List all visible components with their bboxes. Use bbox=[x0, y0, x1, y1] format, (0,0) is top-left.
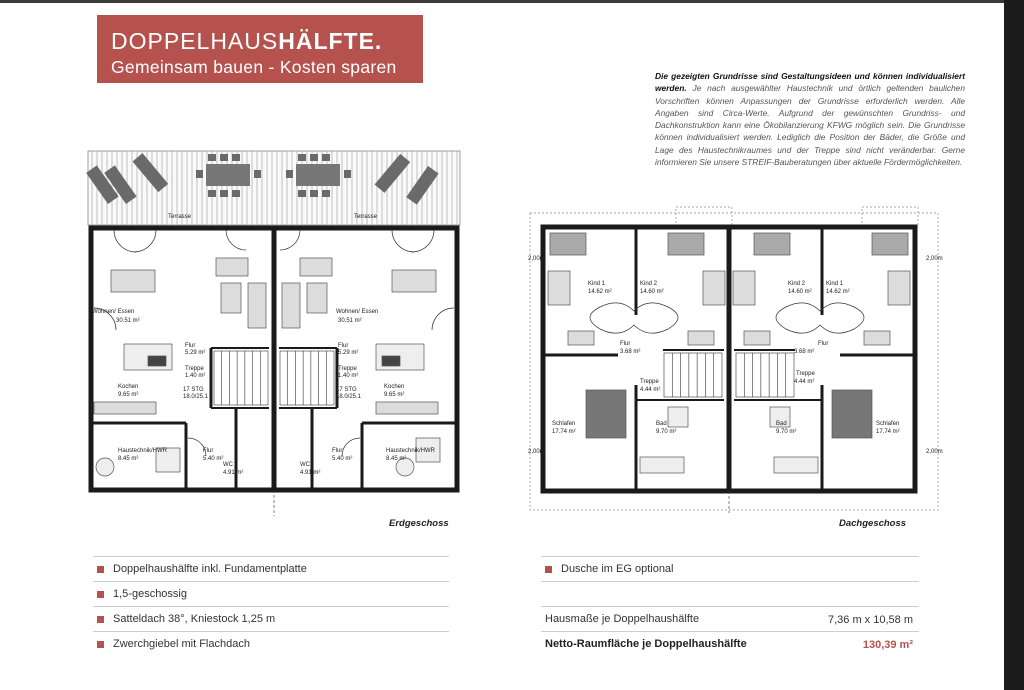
area-flur2-left: 5.40 m² bbox=[203, 456, 224, 462]
area-value: 130,39 m² bbox=[862, 639, 913, 651]
area-bad-right: 9.70 m² bbox=[776, 429, 797, 435]
label-kind2-right: Kind 2 bbox=[788, 281, 806, 287]
feature-text: 1,5-geschossig bbox=[113, 588, 187, 600]
intro-bold: Die gezeigten Grundrisse sind Gestaltungsideen und können individualisiert werden. bbox=[655, 71, 965, 94]
eg-labels bbox=[92, 309, 436, 476]
area-treppe-dg-left: 4.44 m² bbox=[640, 387, 661, 393]
area-treppe-dg-right: 4.44 m² bbox=[794, 379, 815, 385]
features-right bbox=[541, 556, 919, 656]
label-schlafen-right: Schlafen bbox=[876, 421, 900, 427]
label-treppe-dg-right: Treppe bbox=[796, 371, 815, 377]
dg-walls bbox=[543, 227, 915, 491]
label-wc-right: WC bbox=[300, 462, 310, 468]
value-stg-right: 18.0/25.1 bbox=[336, 394, 362, 400]
floorplan-dachgeschoss bbox=[528, 205, 948, 515]
height-mark-4: 2,00m bbox=[926, 449, 943, 455]
label-kind1-right: Kind 1 bbox=[826, 281, 844, 287]
label-flur-left: Flur bbox=[185, 343, 196, 349]
caption-erdgeschoss: Erdgeschoss bbox=[389, 518, 449, 529]
area-wc-right: 4.91 m² bbox=[300, 470, 321, 476]
label-wohnen-left: Wohnen/ Essen bbox=[92, 309, 135, 315]
area-wc-left: 4.91 m² bbox=[223, 470, 244, 476]
label-treppe-left: Treppe bbox=[185, 366, 204, 372]
dims-label: Hausmaße je Doppelhaushälfte bbox=[545, 613, 700, 625]
title-regular: DOPPELHAUS bbox=[111, 28, 279, 54]
label-schlafen-left: Schlafen bbox=[552, 421, 576, 427]
feature-row bbox=[93, 631, 449, 656]
area-flur-dg-left: 3.68 m² bbox=[620, 349, 641, 355]
title-banner bbox=[97, 15, 423, 83]
label-flur2-right: Flur bbox=[332, 448, 343, 454]
area-schlafen-left: 17.74 m² bbox=[552, 429, 576, 435]
area-flur2-right: 5.40 m² bbox=[332, 456, 353, 462]
feature-row bbox=[93, 606, 449, 631]
floorplan-erdgeschoss bbox=[86, 148, 466, 518]
bullet-icon bbox=[545, 566, 552, 573]
label-flur2-left: Flur bbox=[203, 448, 214, 454]
dims-value: 7,36 m x 10,58 m bbox=[828, 614, 913, 626]
dims-row bbox=[541, 606, 919, 631]
area-kind1-right: 14.62 m² bbox=[826, 289, 850, 295]
label-treppe-dg-left: Treppe bbox=[640, 379, 659, 385]
area-ht-right: 8.45 m² bbox=[386, 456, 407, 462]
height-mark-1: 2,00m bbox=[528, 256, 545, 262]
area-flur-left: 5.29 m² bbox=[185, 350, 206, 356]
top-border bbox=[0, 0, 1004, 3]
label-kochen-right: Kochen bbox=[384, 384, 405, 390]
feature-text: Zwerchgiebel mit Flachdach bbox=[113, 638, 250, 650]
label-flur-dg-left: Flur bbox=[620, 341, 631, 347]
feature-text: Satteldach 38°, Kniestock 1,25 m bbox=[113, 613, 276, 625]
label-kind2-left: Kind 2 bbox=[640, 281, 658, 287]
label-bad-left: Bad bbox=[656, 421, 667, 427]
bullet-icon bbox=[97, 641, 104, 648]
stair-box bbox=[214, 351, 268, 405]
area-kind2-left: 14.60 m² bbox=[640, 289, 664, 295]
feature-row bbox=[541, 556, 919, 581]
area-flur-right: 5.29 m² bbox=[338, 350, 359, 356]
intro-text bbox=[655, 70, 965, 168]
label-ht-left: Haustechnik/HWR bbox=[118, 448, 168, 454]
feature-row bbox=[93, 556, 449, 581]
page-subtitle: Gemeinsam bauen - Kosten sparen bbox=[111, 57, 397, 77]
feature-optional: Dusche im EG optional bbox=[561, 563, 674, 575]
bullet-icon bbox=[97, 616, 104, 623]
bullet-icon bbox=[97, 591, 104, 598]
value-stg-left: 18.0/25.1 bbox=[183, 394, 209, 400]
area-kochen-left: 9.65 m² bbox=[118, 392, 139, 398]
label-flur-dg-right: Flur bbox=[818, 341, 829, 347]
area-schlafen-right: 17.74 m² bbox=[876, 429, 900, 435]
area-treppe-right: 1.40 m² bbox=[338, 373, 359, 379]
area-wohnen-left: 30.51 m² bbox=[116, 318, 140, 324]
terrace-label-right: Terrasse bbox=[354, 214, 378, 220]
intro-body: Je nach ausgewählter Haustechnik und örtlich geltenden baulichen Vorschriften können Anpassungen der Grundrisse erforderlich werden. Alle Angaben sind Circa-Werte. Aufgrund der gewünschten Grundriss- und Dachkonstruktion kann eine Ökobilanzierung KFWG möglich sein. Die Grundrisse können individualisiert werden. Lediglich die Position der Bäder, die Größe und Lage des Haustechnikraumes und der Treppe sind nicht veränderbar. Gerne informieren Sie unsere STREIF-Bauberatungen über aktuelle Fördermöglichkeiten. bbox=[655, 83, 965, 168]
area-label: Netto-Raumfläche je Doppelhaushälfte bbox=[545, 638, 747, 650]
height-mark-2: 2,00m bbox=[528, 449, 545, 455]
label-kochen-left: Kochen bbox=[118, 384, 139, 390]
label-wc-left: WC bbox=[223, 462, 233, 468]
area-kind1-left: 14.62 m² bbox=[588, 289, 612, 295]
area-kind2-right: 14.60 m² bbox=[788, 289, 812, 295]
label-bad-right: Bad bbox=[776, 421, 787, 427]
height-mark-3: 2,00m bbox=[926, 256, 943, 262]
area-treppe-left: 1.40 m² bbox=[185, 373, 206, 379]
stair-box bbox=[736, 353, 794, 397]
label-kind1-left: Kind 1 bbox=[588, 281, 606, 287]
eg-furniture bbox=[94, 258, 440, 476]
title-bold: HÄLFTE. bbox=[278, 28, 383, 54]
label-stg-left: 17 STG bbox=[183, 387, 204, 393]
feature-text: Doppelhaushälfte inkl. Fundamentplatte bbox=[113, 563, 307, 575]
stair-box bbox=[664, 353, 722, 397]
label-flur-right: Flur bbox=[338, 343, 349, 349]
area-bad-left: 9.70 m² bbox=[656, 429, 677, 435]
label-wohnen-right: Wohnen/ Essen bbox=[336, 309, 379, 315]
label-stg-right: 17 STG bbox=[336, 387, 357, 393]
area-wohnen-right: 30.51 m² bbox=[338, 318, 362, 324]
feature-row bbox=[93, 581, 449, 606]
label-treppe-right: Treppe bbox=[338, 366, 357, 372]
area-row bbox=[541, 631, 919, 656]
label-ht-right: Haustechnik/HWR bbox=[386, 448, 436, 454]
stair-box bbox=[280, 351, 334, 405]
page-title bbox=[111, 27, 423, 55]
spacer-row bbox=[541, 581, 919, 606]
area-ht-left: 8.45 m² bbox=[118, 456, 139, 462]
area-kochen-right: 9.65 m² bbox=[384, 392, 405, 398]
terrace-label-left: Terrasse bbox=[168, 214, 192, 220]
area-flur-dg-right: 3.68 m² bbox=[794, 349, 815, 355]
features-left bbox=[93, 556, 449, 656]
caption-dachgeschoss: Dachgeschoss bbox=[839, 518, 907, 529]
bullet-icon bbox=[97, 566, 104, 573]
